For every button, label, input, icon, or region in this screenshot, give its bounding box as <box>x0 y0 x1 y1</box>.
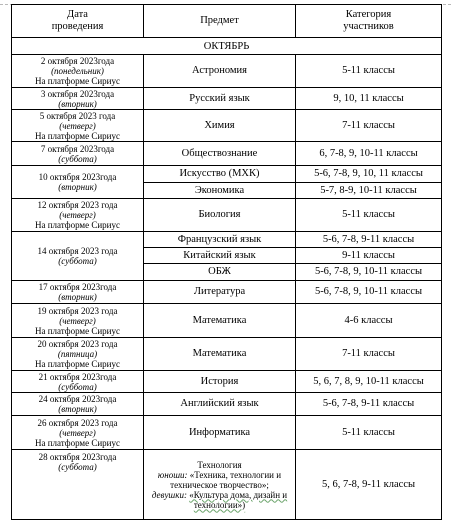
category-cell: 9-11 классы <box>296 248 442 264</box>
platform-text: На платформе Сириус <box>34 359 120 369</box>
date-cell <box>12 281 144 304</box>
weekday-text: (пятница) <box>57 349 98 359</box>
category-cell: 5-6, 7-8, 9-11 классы <box>296 232 442 248</box>
table-row <box>12 281 442 304</box>
boys-track <box>146 470 293 490</box>
subject-cell: Китайский язык <box>144 248 296 264</box>
boys-text: «Техника, технологии и техническое творчество»; <box>170 469 282 490</box>
weekday-text: (суббота) <box>58 256 97 266</box>
date-text: 12 октября 2023 года <box>37 200 118 210</box>
date-text: 10 октября 2023года <box>38 172 117 182</box>
weekday-text: (вторник) <box>58 182 97 192</box>
weekday-text: (четверг) <box>59 315 96 326</box>
subject-cell: Обществознание <box>144 142 296 166</box>
category-cell: 5-11 классы <box>296 199 442 232</box>
category-cell: 5-11 классы <box>296 55 442 88</box>
subject-cell <box>144 450 296 520</box>
subject-cell: Биология <box>144 199 296 232</box>
weekday-text: (суббота) <box>58 381 97 392</box>
date-cell <box>12 338 144 371</box>
platform-text: На платформе Сириус <box>34 130 120 141</box>
date-text: 19 октября 2023 года <box>37 305 118 316</box>
table-row <box>12 338 442 371</box>
boys-label: юноши: <box>157 469 188 480</box>
date-cell <box>12 393 144 416</box>
date-cell <box>12 371 144 393</box>
category-cell: 5-7, 8-9, 10-11 классы <box>296 183 442 199</box>
category-cell: 5-6, 7-8, 9, 10-11 классы <box>296 264 442 281</box>
date-text: 17 октября 2023года <box>38 282 117 292</box>
date-cell <box>12 232 144 281</box>
category-cell: 7-11 классы <box>296 338 442 371</box>
category-cell: 5-6, 7-8, 9-11 классы <box>296 393 442 416</box>
category-cell: 5, 6, 7-8, 9-11 классы <box>296 450 442 520</box>
subject-cell: Экономика <box>144 183 296 199</box>
table-row <box>12 166 442 183</box>
table-row <box>12 142 442 166</box>
subject-cell: Английский язык <box>144 393 296 416</box>
date-cell <box>12 199 144 232</box>
category-cell: 5-11 классы <box>296 416 442 450</box>
subject-cell: Литература <box>144 281 296 304</box>
table-row <box>12 371 442 393</box>
platform-text: На платформе Сириус <box>34 437 120 448</box>
category-cell: 5-6, 7-8, 9, 10-11 классы <box>296 281 442 304</box>
date-cell <box>12 110 144 142</box>
date-cell <box>12 142 144 166</box>
header-date: Дата проведения <box>12 5 144 38</box>
weekday-text: (четверг) <box>59 210 96 220</box>
header-category: Категория участников <box>296 5 442 38</box>
weekday-text: (вторник) <box>58 98 97 109</box>
table-row <box>12 304 442 338</box>
category-cell: 4-6 классы <box>296 304 442 338</box>
date-cell <box>12 450 144 520</box>
subject-title: Технология <box>197 459 242 470</box>
weekday-text: (вторник) <box>58 292 97 302</box>
date-cell <box>12 55 144 88</box>
category-cell: 6, 7-8, 9, 10-11 классы <box>296 142 442 166</box>
date-text: 21 октября 2023года <box>38 371 117 382</box>
weekday-text: (четверг) <box>59 120 96 131</box>
subject-cell: ОБЖ <box>144 264 296 281</box>
weekday-text: (понедельник) <box>51 66 104 76</box>
month-row <box>12 38 442 55</box>
table-row <box>12 232 442 248</box>
table-row <box>12 450 442 520</box>
date-text: 2 октября 2023года <box>40 56 115 66</box>
date-text: 5 октября 2023 года <box>39 110 116 121</box>
subject-cell: Русский язык <box>144 88 296 110</box>
header-row <box>12 5 442 38</box>
table-row <box>12 110 442 142</box>
platform-text: На платформе Сириус <box>34 325 120 336</box>
category-cell: 9, 10, 11 классы <box>296 88 442 110</box>
date-text: 7 октября 2023года <box>40 143 115 154</box>
subject-cell: Информатика <box>144 416 296 450</box>
girls-track <box>146 490 293 510</box>
table-row <box>12 416 442 450</box>
subject-cell: Математика <box>144 338 296 371</box>
subject-cell: Французский язык <box>144 232 296 248</box>
date-text: 14 октября 2023 года <box>37 246 118 256</box>
subject-cell: Химия <box>144 110 296 142</box>
date-text: 20 октября 2023 года <box>37 339 118 349</box>
category-cell: 7-11 классы <box>296 110 442 142</box>
weekday-text: (суббота) <box>58 462 97 472</box>
date-cell <box>12 166 144 199</box>
date-cell <box>12 416 144 450</box>
olympiad-schedule-table <box>11 4 442 520</box>
weekday-text: (суббота) <box>58 153 97 164</box>
weekday-text: (четверг) <box>59 427 96 438</box>
platform-text: На платформе Сириус <box>34 220 120 230</box>
category-cell: 5, 6, 7, 8, 9, 10-11 классы <box>296 371 442 393</box>
header-subject: Предмет <box>144 5 296 38</box>
date-text: 24 октября 2023года <box>38 394 117 404</box>
category-cell: 5-6, 7-8, 9, 10, 11 классы <box>296 166 442 183</box>
date-text: 26 октября 2023 года <box>37 417 118 428</box>
table-row <box>12 393 442 416</box>
date-text: 28 октября 2023года <box>38 452 117 462</box>
date-text: 3 октября 2023года <box>40 88 115 99</box>
subject-cell: Математика <box>144 304 296 338</box>
subject-cell: Астрономия <box>144 55 296 88</box>
girls-text: «Культура дома, дизайн и технологии») <box>189 489 288 510</box>
month-label: ОКТЯБРЬ <box>12 38 442 55</box>
platform-text: На платформе Сириус <box>34 76 120 86</box>
table-row <box>12 55 442 88</box>
table-row <box>12 88 442 110</box>
subject-cell: Искусство (МХК) <box>144 166 296 183</box>
weekday-text: (вторник) <box>58 404 97 414</box>
date-cell <box>12 88 144 110</box>
girls-label: девушки: <box>151 489 187 500</box>
date-cell <box>12 304 144 338</box>
table-row <box>12 199 442 232</box>
subject-cell: История <box>144 371 296 393</box>
